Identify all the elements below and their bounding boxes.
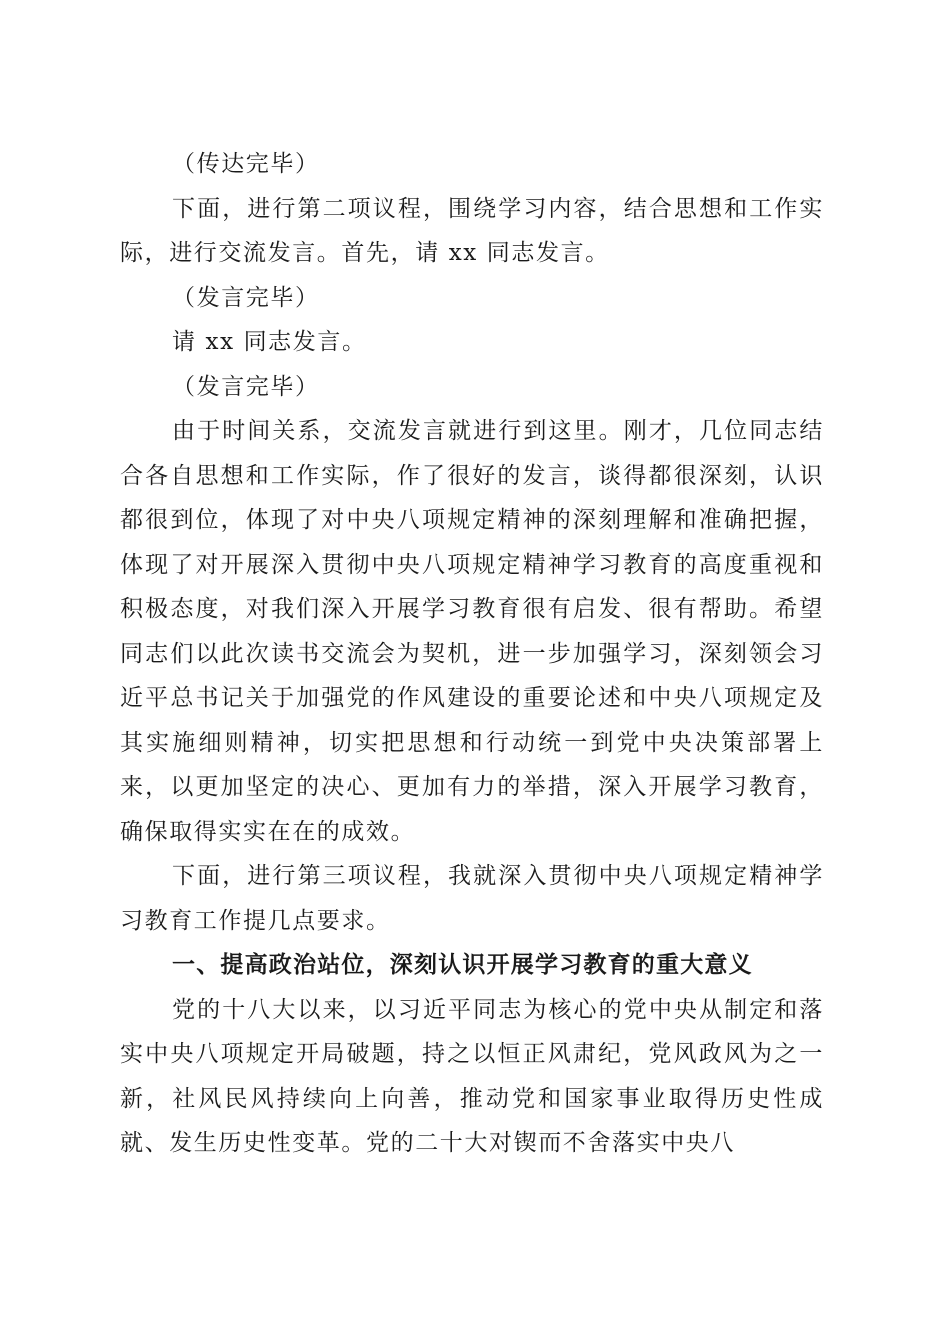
paragraph-next-speaker: 请 xx 同志发言。 xyxy=(172,329,367,355)
paragraph-transmission-complete: （传达完毕） xyxy=(172,151,320,177)
paragraph-summary: 由于时间关系，交流发言就进行到这里。刚才，几位同志结合各自思想和工作实际，作了很好的发言，谈得都很深刻，认识都很到位，体现了对中央八项规定精神的深刻理解和准确把握，体现了对开展深入贯彻中央八项规定精神学习教育的高度重视和积极态度，对我们深入开展学习教育很有启发、很有帮助。希望同志们以此次读书交流会为契机，进一步加强学习，深刻领会习近平总书记关于加强党的作风建设的重要论述和中央八项规定及其实施细则精神，切实把思想和行动统一到党中央决策部署上来，以更加坚定的决心、更加有力的举措，深入开展学习教育，确保取得实实在在的成效。 xyxy=(120,418,824,845)
paragraph-speech-complete-2: （发言完毕） xyxy=(172,373,320,400)
paragraph-third-agenda: 下面，进行第三项议程，我就深入贯彻中央八项规定精神学习教育工作提几点要求。 xyxy=(120,863,824,934)
paragraph-second-agenda: 下面，进行第二项议程，围绕学习内容，结合思想和工作实际，进行交流发言。首先，请 xx 同志发言。 xyxy=(120,195,824,266)
paragraph-speech-complete-1: （发言完毕） xyxy=(172,284,320,311)
section-heading: 一、提高政治站位，深刻认识开展学习教育的重大意义 xyxy=(172,952,753,978)
paragraph-significance: 党的十八大以来，以习近平同志为核心的党中央从制定和落实中央八项规定开局破题，持之以恒正风肃纪，党风政风为之一新，社风民风持续向上向善，推动党和国家事业取得历史性成就、发生历史性变革。党的二十大对锲而不舍落实中央八 xyxy=(120,996,824,1156)
document-page xyxy=(120,142,824,1166)
